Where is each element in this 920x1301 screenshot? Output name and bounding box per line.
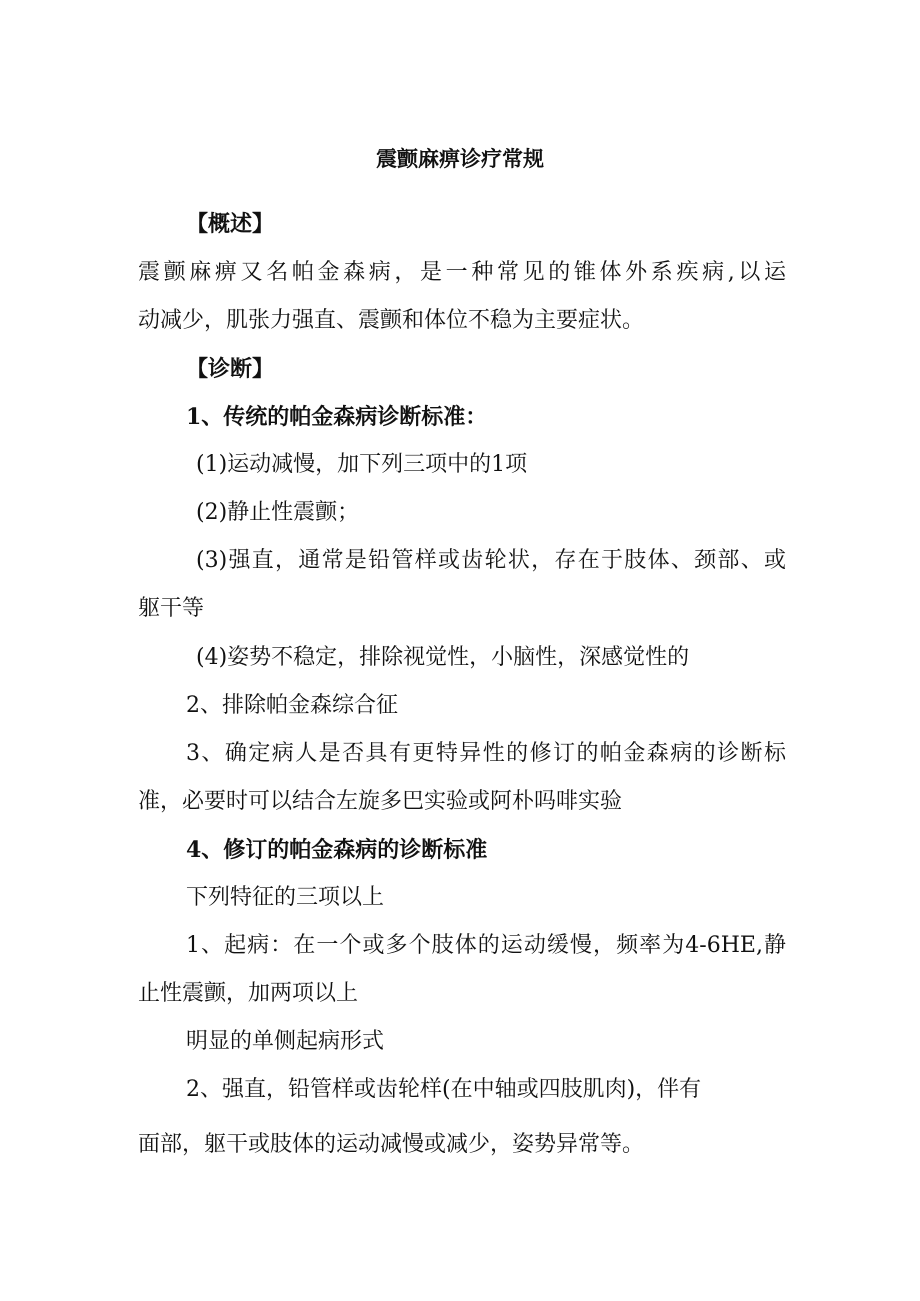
diagnosis-item-3-line-2: 准，必要时可以结合左旋多巴实验或阿朴吗啡实验 — [138, 789, 623, 814]
diagnosis-item-1-sub-1: (1)运动减慢，加下列三项中的1项 — [196, 452, 528, 477]
overview-heading: 【概述】 — [186, 211, 275, 237]
diagnosis-item-4-sub-1-line-3: 明显的单侧起病形式 — [186, 1029, 385, 1054]
diagnosis-item-1-sub-3-line-2: 躯干等 — [138, 596, 205, 621]
diagnosis-item-4-sub-2-line-1: 2、强直，铅管样或齿轮样(在中轴或四肢肌肉)，伴有 — [186, 1077, 702, 1102]
diagnosis-item-2: 2、排除帕金森综合征 — [186, 693, 398, 718]
diagnosis-item-4-sub-1-line-2: 止性震颤，加两项以上 — [138, 981, 359, 1006]
diagnosis-item-4-sub-1-line-1: 1、起病：在一个或多个肢体的运动缓慢，频率为4-6HE,静 — [186, 933, 786, 958]
document-title: 震颤麻痹诊疗常规 — [376, 146, 544, 171]
diagnosis-item-4-sub-2-line-2: 面部，躯干或肢体的运动减慢或减少，姿势异常等。 — [138, 1132, 645, 1157]
diagnosis-item-3-line-1: 3、确定病人是否具有更特异性的修订的帕金森病的诊断标 — [186, 741, 786, 766]
diagnosis-item-1-sub-3-line-1: (3)强直，通常是铅管样或齿轮状，存在于肢体、颈部、或 — [196, 548, 786, 573]
diagnosis-heading: 【诊断】 — [186, 356, 275, 382]
diagnosis-item-1-sub-2: (2)静止性震颤； — [196, 500, 360, 525]
diagnosis-item-1-heading: 1、传统的帕金森病诊断标准： — [186, 404, 488, 430]
diagnosis-item-4-intro: 下列特征的三项以上 — [186, 885, 385, 910]
diagnosis-item-1-sub-4: (4)姿势不稳定，排除视觉性，小脑性，深感觉性的 — [196, 645, 690, 670]
overview-paragraph-line-1: 震颤麻痹又名帕金森病，是一种常见的锥体外系疾病,以运 — [138, 260, 786, 285]
overview-paragraph-line-2: 动减少，肌张力强直、震颤和体位不稳为主要症状。 — [138, 308, 645, 333]
diagnosis-item-4-heading: 4、修订的帕金森病的诊断标准 — [186, 837, 488, 863]
